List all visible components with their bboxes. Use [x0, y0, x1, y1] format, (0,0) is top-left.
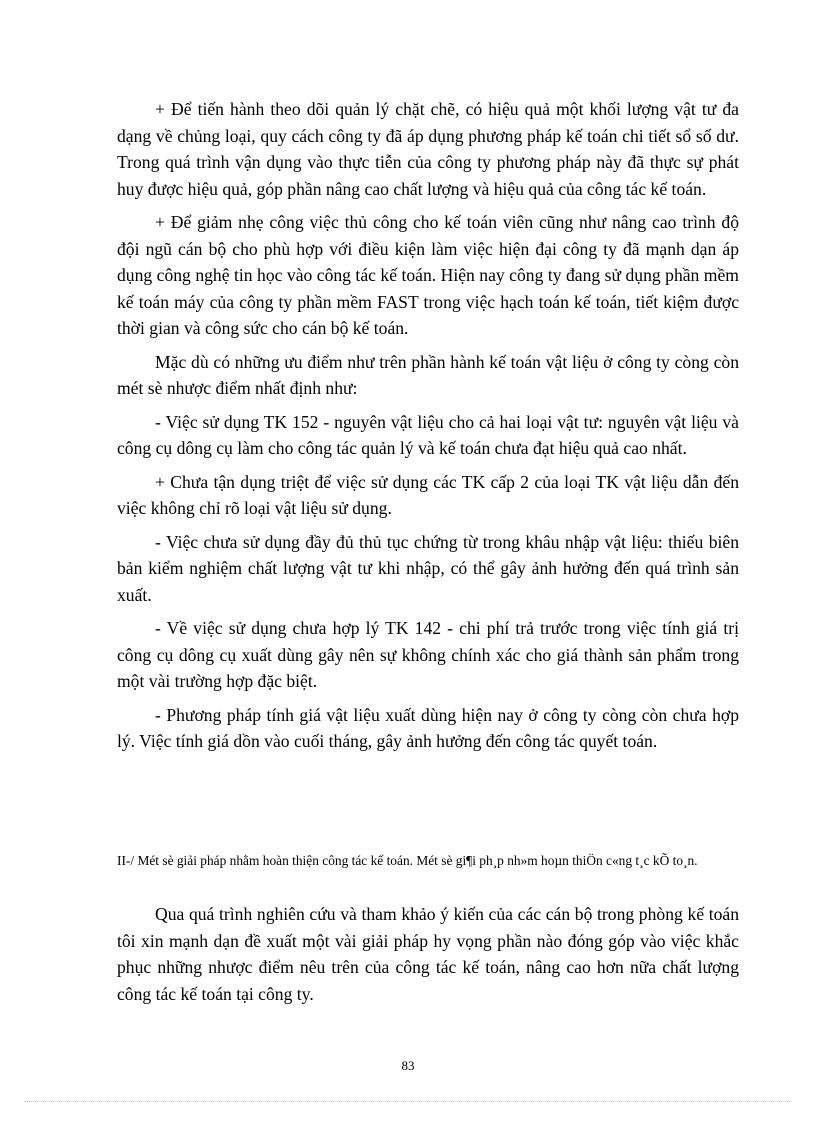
body-text: [117, 96, 739, 762]
page-number: 83: [401, 1058, 415, 1073]
paragraph-limitation-documents: - Việc chưa sử dụng đầy đủ thủ tục chứng từ trong khâu nhập vật liệu: thiếu biên bản kiểm nghiệm chất lượng vật tư khi nhập, có thể gây ảnh hưởng đến quá trình sản xuất.: [117, 531, 739, 605]
paragraph-solutions-intro: Qua quá trình nghiên cứu và tham khảo ý kiến của các cán bộ trong phòng kế toán tôi xin mạnh dạn đề xuất một vài giải pháp hy vọng phần nào đóng góp vào việc khắc phục những nhược điểm nêu trên của công tác kế toán, nâng cao hơn nữa chất lượng công tác kế toán tại công ty.: [117, 904, 739, 1004]
section-heading: II-/ Mét sè giải pháp nhằm hoàn thiện công tác kế toán. Mét sè gi¶i ph¸p nh»m hoµn thiÖn c«ng t¸c kÕ to¸n.: [117, 853, 698, 868]
paragraph-limitation-tk152: - Việc sử dụng TK 152 - nguyên vật liệu cho cả hai loại vật tư: nguyên vật liệu và công cụ dông cụ làm cho công tác quản lý và kế toán chưa đạt hiệu quả cao nhất.: [117, 411, 739, 458]
paragraph-limitation-tk142: - Về việc sử dụng chưa hợp lý TK 142 - chi phí trả trước trong việc tính giá trị công cụ dông cụ xuất dùng gây nên sự không chính xác cho giá thành sản phẩm trong một vài trường hợp đặc biệt.: [117, 618, 739, 691]
closing-text: [117, 901, 739, 1014]
paragraph-limitation-pricing: - Phương pháp tính giá vật liệu xuất dùng hiện nay ở công ty còng còn chưa hợp lý. Việc tính giá dồn vào cuối tháng, gây ảnh hưởng đến công tác quyết toán.: [117, 704, 739, 751]
paragraph-limitation-tk-level2: + Chưa tận dụng triệt để việc sử dụng các TK cấp 2 của loại TK vật liệu dẫn đến việc không chỉ rõ loại vật liệu sử dụng.: [117, 471, 739, 518]
paragraph-advantage-software: + Để giảm nhẹ công việc thủ công cho kế toán viên cũng như nâng cao trình độ đội ngũ cán bộ cho phù hợp với điều kiện làm việc hiện đại công ty đã mạnh dạn áp dụng công nghệ tin học vào công tác kế toán. Hiện nay công ty đang sử dụng phần mềm kế toán máy của công ty phần mềm FAST trong việc hạch toán kế toán, tiết kiệm được thời gian và công sức cho cán bộ kế toán.: [117, 212, 739, 338]
page-bottom-divider: [24, 1101, 792, 1102]
paragraph-limitations-intro: Mặc dù có những ưu điểm như trên phần hành kế toán vật liệu ở công ty còng còn mét sè nhược điểm nhất định như:: [117, 351, 739, 398]
paragraph-advantage-tracking: + Để tiến hành theo dõi quản lý chặt chẽ, có hiệu quả một khối lượng vật tư đa dạng về chủng loại, quy cách công ty đã áp dụng phương pháp kế toán chi tiết sổ số dư. Trong quá trình vận dụng vào thực tiễn của công ty phương pháp này đã thực sự phát huy được hiệu quả, góp phần nâng cao chất lượng và hiệu quả của công tác kế toán.: [117, 99, 739, 199]
